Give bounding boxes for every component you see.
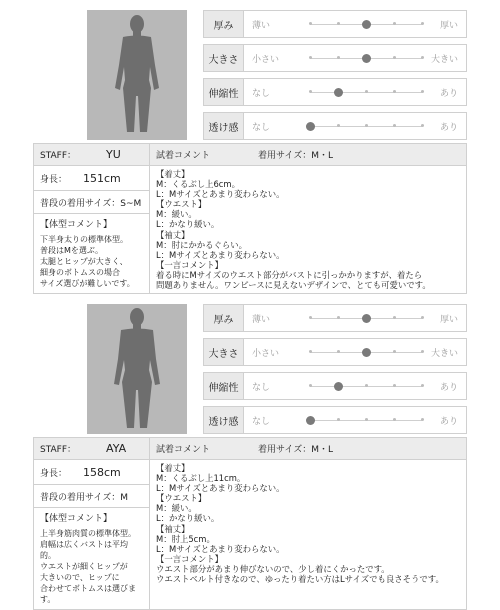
height-value: 151cm	[83, 171, 121, 185]
scale-tick	[337, 56, 340, 59]
body-silhouette-image	[87, 304, 187, 434]
scale-tick	[393, 418, 396, 421]
height-label: 身長：	[40, 468, 68, 479]
staff-name-row	[34, 438, 149, 460]
staff-info-table	[33, 143, 467, 294]
scale-tick	[393, 124, 396, 127]
scale-level-marker	[306, 416, 315, 425]
scale-sheerness	[203, 112, 467, 140]
scale-max-label: あり	[439, 89, 458, 99]
scale-max-label: 厚い	[439, 315, 458, 325]
scale-level-marker	[334, 88, 343, 97]
scale-tick	[309, 350, 312, 353]
comment-header	[150, 144, 466, 166]
scale-stretch	[203, 78, 467, 106]
scale-tick	[421, 350, 424, 353]
staff-label: STAFF：	[40, 445, 77, 455]
usual-size-row	[34, 485, 149, 508]
comment-title: 試着コメント	[156, 151, 211, 161]
scale-tick	[421, 384, 424, 387]
scale-size	[203, 338, 467, 366]
staff-section-2	[33, 304, 467, 610]
scale-tick	[337, 316, 340, 319]
scale-tick	[365, 418, 368, 421]
scale-max-label: 大きい	[430, 55, 458, 65]
body-type-title: 【体型コメント】	[40, 220, 113, 230]
scale-track	[310, 126, 422, 127]
scale-tick	[421, 90, 424, 93]
scale-min-label: 小さい	[252, 349, 280, 359]
scale-label: 大きさ	[204, 339, 244, 365]
scale-tick	[309, 22, 312, 25]
body-type-line: 上半身筋肉質の標準体型。	[40, 529, 136, 538]
body-type-line: 細身のボトムスの場合	[40, 268, 120, 277]
comment-title: 試着コメント	[156, 445, 211, 455]
scale-max-label: あり	[439, 417, 458, 427]
scale-max-label: あり	[439, 383, 458, 393]
body-type-line: 普段はMを選ぶ。	[40, 246, 104, 255]
body-type-comment	[34, 508, 149, 609]
scale-label: 厚み	[204, 305, 244, 331]
usual-size: 普段の着用サイズ：M	[40, 492, 129, 503]
usual-size: 普段の着用サイズ：S~M	[40, 198, 142, 209]
scale-stretch	[203, 372, 467, 400]
scale-tick	[309, 56, 312, 59]
staff-label: STAFF：	[40, 151, 77, 161]
staff-name: AYA	[106, 442, 127, 455]
scale-tick	[337, 418, 340, 421]
scale-thickness	[203, 304, 467, 332]
scale-tick	[365, 90, 368, 93]
scale-track	[310, 386, 422, 387]
scale-size	[203, 44, 467, 72]
body-type-line: 合わせてボトムスは選びます。	[40, 584, 136, 604]
scale-label: 伸縮性	[204, 79, 244, 105]
height-label: 身長：	[40, 174, 68, 185]
scale-tick	[337, 350, 340, 353]
scale-track	[310, 92, 422, 93]
scale-track	[310, 420, 422, 421]
height-row	[34, 166, 149, 191]
scale-sheerness	[203, 406, 467, 434]
scale-min-label: 薄い	[252, 315, 271, 325]
scale-label: 厚み	[204, 11, 244, 37]
scale-track	[310, 352, 422, 353]
scale-thickness	[203, 10, 467, 38]
staff-name: YU	[106, 148, 121, 161]
try-on-comments: 【着丈】 M：くるぶし上11cm。 L：Mサイズとあまり変わらない。 【ウエスト】 M：緩い。 L：かなり緩い。 【袖丈】 M：肘上5cm。 L：Mサイズとあまり変わらない。 【一言コメント】 ウエスト部分があまり伸びないので、少し着にくかったです。 ウエストベルト付きなので、ゆったり着たい方はLサイズでも良さそうです。	[156, 463, 444, 585]
scale-tick	[421, 418, 424, 421]
scale-max-label: あり	[439, 123, 458, 133]
scale-max-label: 厚い	[439, 21, 458, 31]
body-type-line: 下半身太りの標準体型。	[40, 235, 128, 244]
scale-label: 透け感	[204, 113, 244, 139]
scale-max-label: 大きい	[430, 349, 458, 359]
scale-tick	[393, 350, 396, 353]
rating-scales	[203, 304, 467, 440]
scale-min-label: なし	[252, 89, 271, 99]
body-type-comment	[34, 214, 149, 293]
scale-tick	[421, 22, 424, 25]
scale-tick	[393, 22, 396, 25]
scale-label: 透け感	[204, 407, 244, 433]
body-type-line: サイズ選びが難しいです。	[40, 279, 135, 288]
scale-tick	[365, 384, 368, 387]
scale-level-marker	[306, 122, 315, 131]
scale-label: 伸縮性	[204, 373, 244, 399]
try-on-comments: 【着丈】 M：くるぶし上6cm。 L：Mサイズとあまり変わらない。 【ウエスト】 M：緩い。 L：かなり緩い。 【袖丈】 M：肘にかかるぐらい。 L：Mサイズとあまり変わらない。 【一言コメント】 着る時にMサイズのウエスト部分がバストに引っかかりますが、着たら 問題ありません。ワンピースに見えないデザインで、とても可愛いです。	[156, 169, 431, 291]
rating-scales	[203, 10, 467, 146]
body-type-title: 【体型コメント】	[40, 514, 113, 524]
scale-tick	[421, 56, 424, 59]
staff-section-1	[33, 10, 467, 294]
height-value: 158cm	[83, 465, 121, 479]
scale-track	[310, 24, 422, 25]
body-type-line: ウエストが細くヒップが	[40, 562, 128, 571]
scale-tick	[421, 124, 424, 127]
scale-track	[310, 58, 422, 59]
scale-level-marker	[362, 348, 371, 357]
scale-min-label: 小さい	[252, 55, 280, 65]
staff-name-row	[34, 144, 149, 166]
scale-tick	[421, 316, 424, 319]
scale-tick	[393, 56, 396, 59]
scale-level-marker	[362, 314, 371, 323]
scale-tick	[309, 316, 312, 319]
body-type-line: 大きいので、ヒップに	[40, 573, 120, 582]
scale-tick	[365, 124, 368, 127]
wear-size: 着用サイズ：M・L	[258, 151, 334, 161]
body-type-line: 太腿とヒップが大きく、	[40, 257, 128, 266]
scale-label: 大きさ	[204, 45, 244, 71]
usual-size-row	[34, 191, 149, 214]
scale-tick	[393, 384, 396, 387]
comment-header	[150, 438, 466, 460]
scale-tick	[337, 22, 340, 25]
scale-min-label: なし	[252, 417, 271, 427]
scale-level-marker	[362, 20, 371, 29]
scale-tick	[337, 124, 340, 127]
scale-tick	[393, 90, 396, 93]
scale-min-label: なし	[252, 383, 271, 393]
height-row	[34, 460, 149, 485]
scale-tick	[393, 316, 396, 319]
body-type-line: 肩幅は広くバストは平均的。	[40, 540, 128, 560]
wear-size: 着用サイズ：M・L	[258, 445, 334, 455]
scale-min-label: 薄い	[252, 21, 271, 31]
scale-track	[310, 318, 422, 319]
scale-tick	[309, 90, 312, 93]
scale-tick	[309, 384, 312, 387]
scale-level-marker	[334, 382, 343, 391]
scale-min-label: なし	[252, 123, 271, 133]
staff-info-table	[33, 437, 467, 610]
body-silhouette-image	[87, 10, 187, 140]
scale-level-marker	[362, 54, 371, 63]
